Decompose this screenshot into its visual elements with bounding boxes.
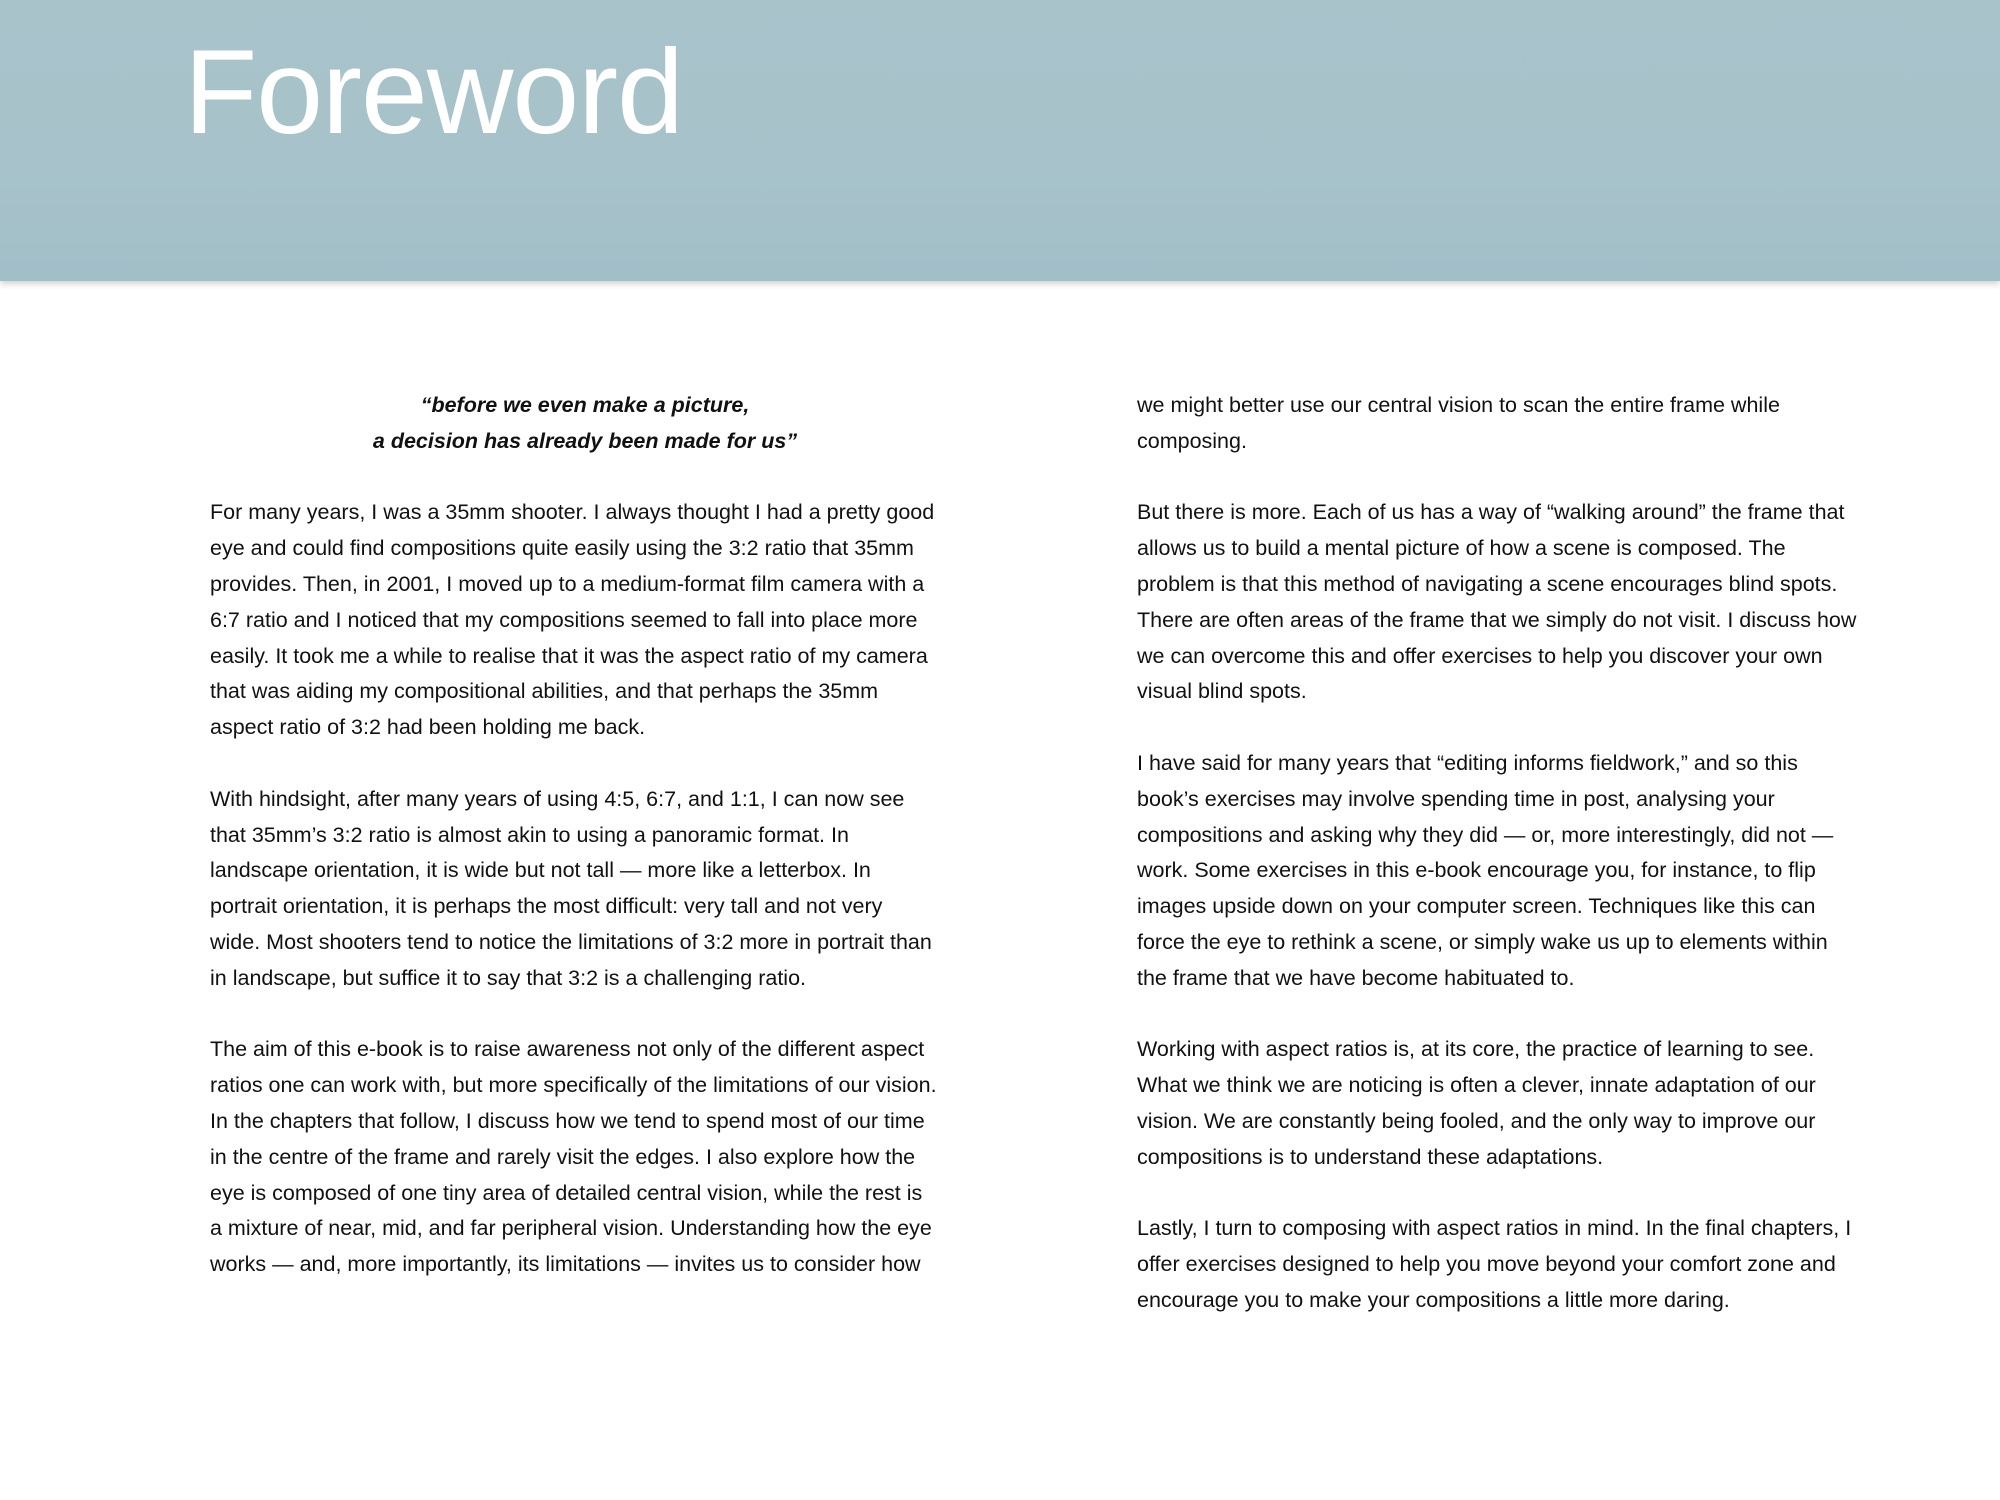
left-column	[210, 388, 970, 1319]
text-line: allows us to build a mental picture of how a scene is composed. The	[1137, 536, 1786, 561]
text-line: easily. It took me a while to realise that it was the aspect ratio of my camera	[210, 643, 928, 668]
text-line: 6:7 ratio and I noticed that my compositions seemed to fall into place more	[210, 607, 918, 632]
text-line: we can overcome this and offer exercises to help you discover your own	[1137, 643, 1823, 668]
text-line: encourage you to make your compositions a little more daring.	[1137, 1287, 1730, 1312]
text-line: ratios one can work with, but more specifically of the limitations of our vision.	[210, 1073, 937, 1098]
text-line: For many years, I was a 35mm shooter. I always thought I had a pretty good	[210, 500, 935, 525]
paragraph	[1137, 1032, 1897, 1175]
text-line: works — and, more importantly, its limitations — invites us to consider how	[210, 1252, 921, 1277]
paragraph	[1137, 746, 1897, 997]
text-line: portrait orientation, it is perhaps the most difficult: very tall and not very	[210, 894, 883, 919]
text-line: book’s exercises may involve spending time in post, analysing your	[1137, 786, 1775, 811]
text-line: force the eye to rethink a scene, or simply wake us up to elements within	[1137, 929, 1828, 954]
page-title: Foreword	[184, 25, 683, 159]
paragraph	[210, 495, 970, 746]
text-line: eye and could find compositions quite easily using the 3:2 ratio that 35mm	[210, 536, 914, 561]
text-line: With hindsight, after many years of using 4:5, 6:7, and 1:1, I can now see	[210, 786, 905, 811]
text-line: problem is that this method of navigating a scene encourages blind spots.	[1137, 571, 1838, 596]
paragraph	[210, 782, 970, 997]
text-line: Working with aspect ratios is, at its core, the practice of learning to see.	[1137, 1037, 1815, 1062]
text-line: in the centre of the frame and rarely visit the edges. I also explore how the	[210, 1144, 916, 1169]
text-line: images upside down on your computer screen. Techniques like this can	[1137, 894, 1816, 919]
right-column	[1137, 388, 1897, 1355]
text-line: There are often areas of the frame that we simply do not visit. I discuss how	[1137, 607, 1857, 632]
text-line: compositions and asking why they did — or, more interestingly, did not —	[1137, 822, 1834, 847]
text-line: the frame that we have become habituated to.	[1137, 965, 1575, 990]
text-line: in landscape, but suffice it to say that 3:2 is a challenging ratio.	[210, 965, 806, 990]
epigraph-quote	[210, 388, 960, 460]
text-line: What we think we are noticing is often a clever, innate adaptation of our	[1137, 1073, 1816, 1098]
text-line: compositions is to understand these adaptations.	[1137, 1144, 1604, 1169]
text-line: vision. We are constantly being fooled, and the only way to improve our	[1137, 1108, 1816, 1133]
text-line: wide. Most shooters tend to notice the limitations of 3:2 more in portrait than	[210, 929, 932, 954]
text-line: eye is composed of one tiny area of detailed central vision, while the rest is	[210, 1180, 923, 1205]
text-line: offer exercises designed to help you move beyond your comfort zone and	[1137, 1252, 1836, 1277]
quote-line: “before we even make a picture,	[420, 393, 750, 417]
quote-line: a decision has already been made for us”	[372, 428, 798, 453]
paragraph	[1137, 495, 1897, 710]
text-line: visual blind spots.	[1137, 679, 1307, 704]
text-line: Lastly, I turn to composing with aspect ratios in mind. In the final chapters, I	[1137, 1216, 1852, 1241]
text-line: aspect ratio of 3:2 had been holding me back.	[210, 715, 646, 740]
paragraph	[210, 1032, 970, 1283]
text-line: I have said for many years that “editing informs fieldwork,” and so this	[1137, 750, 1798, 775]
text-line: landscape orientation, it is wide but not tall — more like a letterbox. In	[210, 858, 871, 883]
text-line: work. Some exercises in this e-book encourage you, for instance, to flip	[1137, 858, 1816, 883]
header-band	[0, 0, 2000, 281]
paragraph	[1137, 388, 1897, 460]
paragraph	[1137, 1211, 1897, 1318]
text-line: a mixture of near, mid, and far peripheral vision. Understanding how the eye	[210, 1216, 932, 1241]
text-line: The aim of this e-book is to raise awareness not only of the different aspect	[210, 1037, 925, 1062]
text-line: But there is more. Each of us has a way of “walking around” the frame that	[1137, 500, 1845, 525]
text-line: we might better use our central vision to scan the entire frame while	[1137, 393, 1780, 417]
text-line: In the chapters that follow, I discuss how we tend to spend most of our time	[210, 1108, 925, 1133]
text-line: composing.	[1137, 428, 1247, 453]
text-line: that was aiding my compositional abilities, and that perhaps the 35mm	[210, 679, 879, 704]
text-line: provides. Then, in 2001, I moved up to a medium-format film camera with a	[210, 571, 925, 596]
text-line: that 35mm’s 3:2 ratio is almost akin to using a panoramic format. In	[210, 822, 849, 847]
